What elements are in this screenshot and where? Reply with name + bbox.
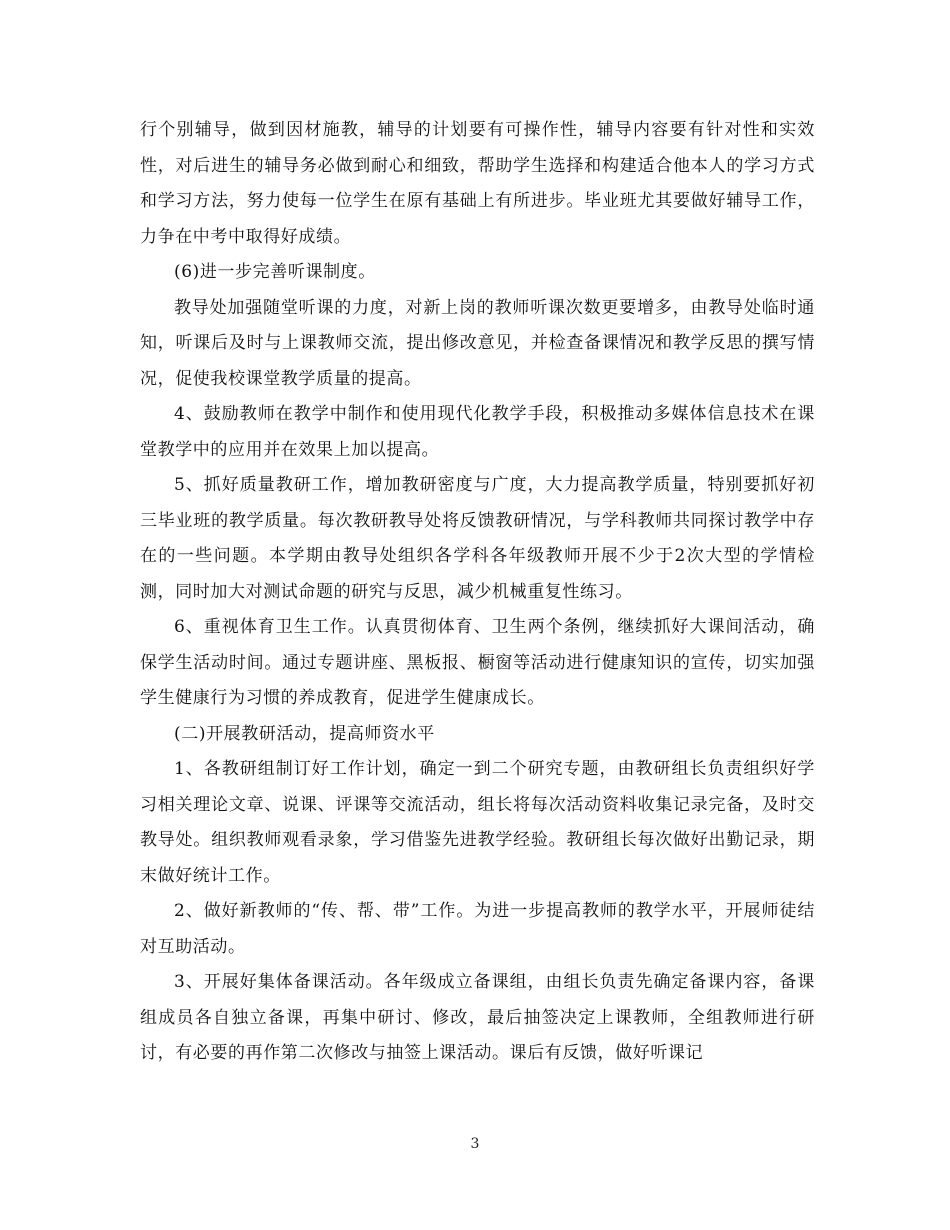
paragraph-research-item-1: 1、各教研组制订好工作计划，确定一到二个研究专题，由教研组长负责组织好学习相关理论文章、说课、评课等交流活动，组长将每次活动资料收集记录完备，及时交教导处。组织教师观看录象，学习借鉴先进教学经验。教研组长每次做好出勤记录，期末做好统计工作。 <box>140 759 815 886</box>
section-heading-teaching-research: (二)开展教研活动，提高师资水平 <box>174 723 435 744</box>
paragraph-heading-listening-system: (6)进一步完善听课制度。 <box>174 262 376 282</box>
paragraph-item-5: 5、抓好质量教研工作，增加教研密度与广度，大力提高教学质量，特别要抓好初三毕业班的教学质量。每次教研教导处将反馈教研情况，与学科教师共同探讨教学中存在的一些问题。本学期由教导处组织各学科各年级教师开展不少于2次大型的学情检测，同时加大对测试命题的研究与反思，减少机械重复性练习。 <box>140 475 815 602</box>
paragraph-item-4: 4、鼓励教师在教学中制作和使用现代化教学手段，积极推动多媒体信息技术在课堂教学中的应用并在效果上加以提高。 <box>140 404 815 460</box>
paragraph-research-item-2: 2、做好新教师的“传、帮、带”工作。为进一步提高教师的教学水平，开展师徒结对互助活动。 <box>140 901 815 957</box>
paragraph-item-6: 6、重视体育卫生工作。认真贯彻体育、卫生两个条例，继续抓好大课间活动，确保学生活动时间。通过专题讲座、黑板报、橱窗等活动进行健康知识的宣传，切实加强学生健康行为习惯的养成教育，促进学生健康成长。 <box>140 617 815 708</box>
paragraph-listening-details: 教导处加强随堂听课的力度，对新上岗的教师听课次数更要增多，由教导处临时通知，听课后及时与上课教师交流，提出修改意见，并检查备课情况和教学反思的撰写情况，促使我校课堂教学质量的提高。 <box>140 297 815 389</box>
page-number: 3 <box>470 1136 480 1152</box>
paragraph-research-item-3: 3、开展好集体备课活动。各年级成立备课组，由组长负责先确定备课内容，备课组成员各自独立备课，再集中研讨、修改，最后抽签决定上课教师，全组教师进行研讨，有必要的再作第二次修改与抽签上课活动。课后有反馈，做好听课记 <box>140 972 815 1063</box>
document-body <box>140 113 815 1072</box>
paragraph-continuation: 行个别辅导，做到因材施教，辅导的计划要有可操作性，辅导内容要有针对性和实效性，对后进生的辅导务必做到耐心和细致，帮助学生选择和构建适合他本人的学习方式和学习方法，努力使每一位学生在原有基础上有所进步。毕业班尤其要做好辅导工作，力争在中考中取得好成绩。 <box>140 120 815 247</box>
